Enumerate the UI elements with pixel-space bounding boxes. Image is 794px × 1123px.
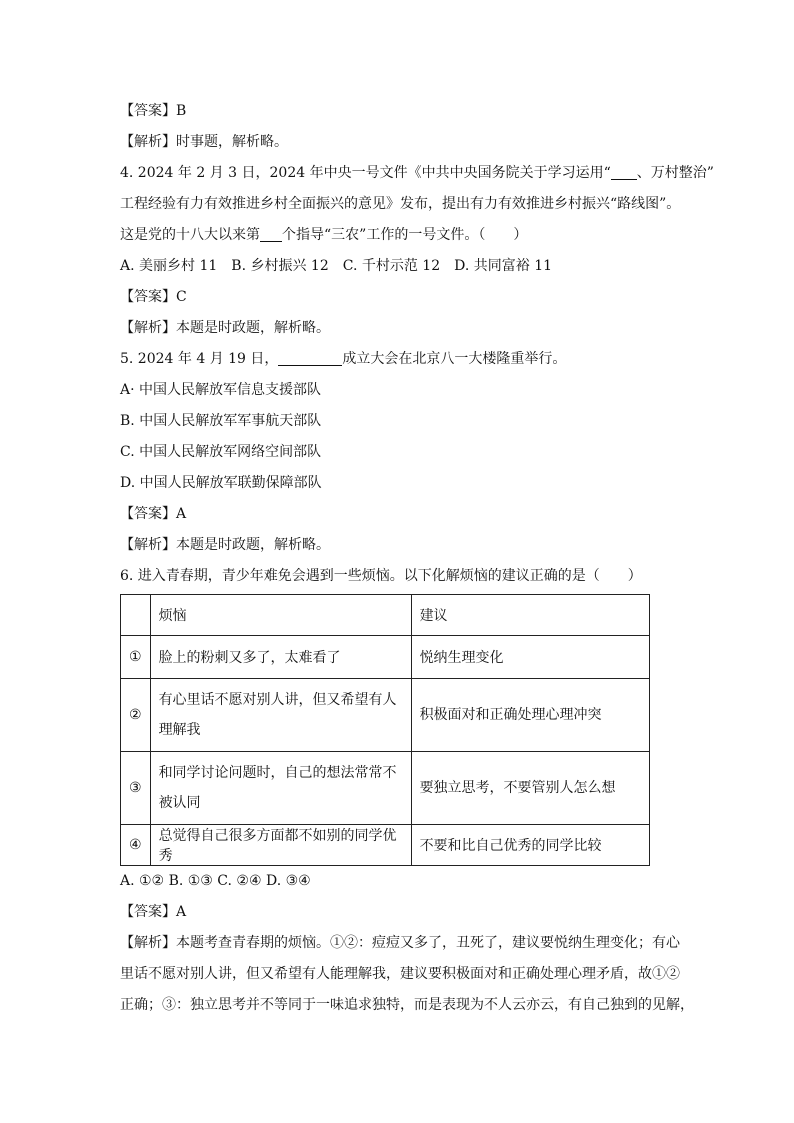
exam-page (120, 96, 714, 1021)
worry-cell: 总觉得自己很多方面都不如别的同学优秀 (150, 825, 411, 866)
q6-options: A. ①② B. ①③ C. ②④ D. ③④ (120, 873, 311, 889)
row-number: ④ (121, 825, 151, 866)
q5-option-b: B. 中国人民解放军军事航天部队 (120, 413, 322, 429)
fill-blank (278, 347, 342, 366)
row-number: ③ (121, 752, 151, 825)
q4-answer (120, 282, 690, 313)
table-row (121, 679, 650, 752)
q6-answer (120, 897, 690, 928)
advice-cell: 要独立思考，不要管别人怎么想 (411, 752, 649, 825)
advice-cell: 积极面对和正确处理心理冲突 (411, 679, 649, 752)
row-number: ② (121, 679, 151, 752)
q5-option-a: A· 中国人民解放军信息支援部队 (120, 382, 322, 398)
table-header-cell (121, 595, 151, 636)
advice-cell: 不要和比自己优秀的同学比较 (411, 825, 649, 866)
table-header-cell: 建议 (411, 595, 649, 636)
q4-stem-line3: 这是党的十八大以来第 个指导“三农”工作的一号文件。（ ） (120, 220, 690, 251)
worry-cell: 和同学讨论问题时，自己的想法常常不被认同 (150, 752, 411, 825)
q6-analysis-line3: 正确；③：独立思考并不等同于一味追求独特，而是表现为不人云亦云，有自己独到的见解， (120, 997, 694, 1013)
answer-value: C (176, 289, 187, 305)
q3-answer (120, 96, 690, 127)
advice-cell: 悦纳生理变化 (411, 636, 649, 679)
analysis-label: 【解析】 (120, 935, 176, 951)
worry-advice-table (120, 594, 650, 866)
analysis-label: 【解析】 (120, 537, 176, 553)
analysis-label: 【解析】 (120, 320, 176, 336)
answer-value: A (176, 904, 187, 920)
option-c: C. 千村示范 12 (342, 258, 441, 274)
q6-analysis-line2: 里话不愿对别人讲，但又希望有人能理解我，建议要积极面对和正确处理心理矛盾，故①② (120, 966, 680, 982)
table-row (121, 636, 650, 679)
analysis-text: 本题是时政题，解析略。 (176, 537, 330, 553)
q3-analysis (120, 127, 690, 158)
worry-cell: 脸上的粉刺又多了，太难看了 (150, 636, 411, 679)
option-a: A. 美丽乡村 11 (120, 258, 218, 274)
q4-stem-line2: 工程经验有力有效推进乡村全面振兴的意见》发布，提出有力有效推进乡村振兴“路线图”。 (120, 196, 681, 212)
q4-stem-line1: 4. 2024 年 2 月 3 日，2024 年中央一号文件《中共中央国务院关于学习运用“ 、万村整治” (120, 158, 690, 189)
table-row (121, 825, 650, 866)
q5-option-d: D. 中国人民解放军联勤保障部队 (120, 475, 322, 491)
answer-label: 【答案】 (120, 103, 176, 119)
answer-label: 【答案】 (120, 289, 176, 305)
fill-blank (260, 223, 282, 242)
table-row (121, 752, 650, 825)
option-b: B. 乡村振兴 12 (231, 258, 329, 274)
table-header-cell: 烦恼 (150, 595, 411, 636)
fill-blank (611, 161, 637, 180)
answer-label: 【答案】 (120, 506, 176, 522)
q6-stem: 6. 进入青春期，青少年难免会遇到一些烦恼。以下化解烦恼的建议正确的是（ ） (120, 568, 642, 584)
q4-analysis (120, 313, 690, 344)
worry-cell: 有心里话不愿对别人讲，但又希望有人理解我 (150, 679, 411, 752)
analysis-text: 本题是时政题，解析略。 (176, 320, 330, 336)
answer-value: B (176, 103, 187, 119)
table-header-row (121, 595, 650, 636)
q5-answer (120, 499, 690, 530)
row-number: ① (121, 636, 151, 679)
analysis-label: 【解析】 (120, 134, 176, 150)
q5-option-c: C. 中国人民解放军网络空间部队 (120, 444, 322, 460)
q5-stem: 5. 2024 年 4 月 19 日， 成立大会在北京八一大楼隆重举行。 (120, 344, 690, 375)
q5-analysis (120, 530, 690, 561)
q4-options (120, 251, 690, 282)
q6-analysis-line1: 【解析】本题考查青春期的烦恼。①②：痘痘又多了，丑死了，建议要悦纳生理变化；有心 (120, 935, 680, 951)
analysis-text: 时事题，解析略。 (176, 134, 288, 150)
answer-value: A (176, 506, 187, 522)
answer-label: 【答案】 (120, 904, 176, 920)
option-d: D. 共同富裕 11 (454, 258, 553, 274)
